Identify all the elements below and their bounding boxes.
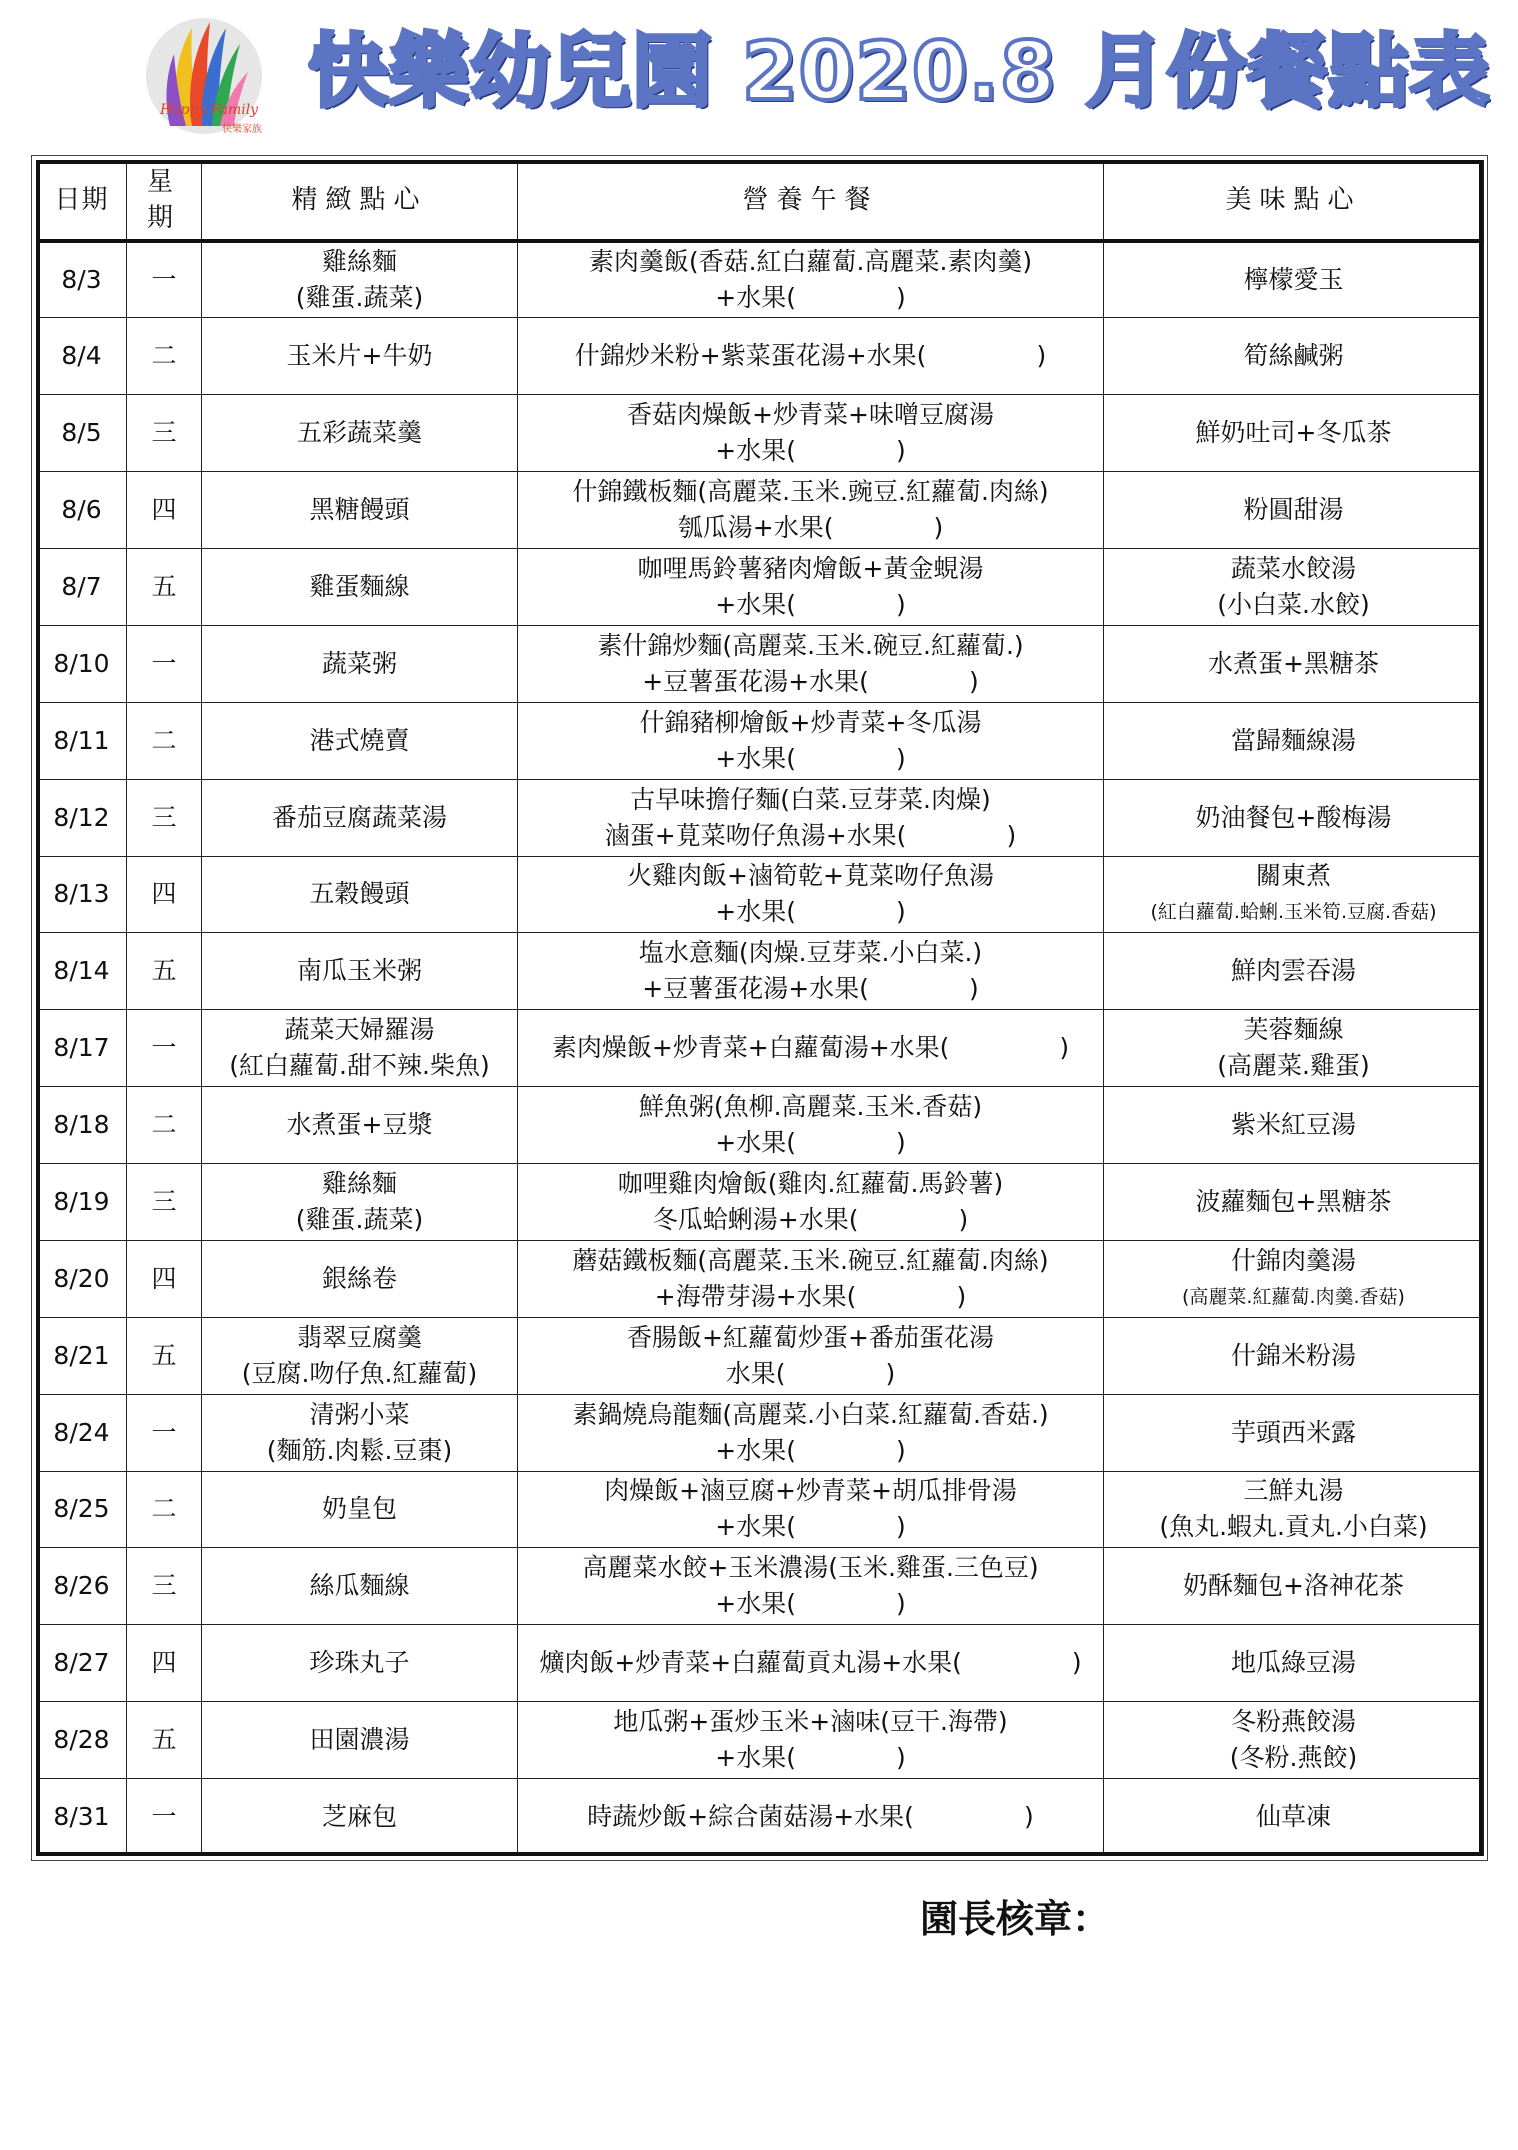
lunch-text-close: ) (895, 1743, 906, 1773)
morning-snack-line: 翡翠豆腐羹 (296, 1322, 422, 1352)
morning-snack-line: (雞蛋.蔬菜) (295, 1204, 424, 1234)
morning-snack-line: (麵筋.肉鬆.豆棗) (266, 1435, 453, 1465)
lunch-text: 滷蛋+莧菜吻仔魚湯+水果( (604, 820, 907, 850)
lunch-text-close: ) (895, 589, 906, 619)
afternoon-snack-line: 蔬菜水餃湯 (1230, 553, 1356, 583)
lunch-text-close: ) (956, 1281, 967, 1311)
header-morning-snack: 精緻點心 (202, 161, 518, 242)
morning-snack-line: (紅白蘿蔔.甜不辣.柴魚) (229, 1051, 490, 1081)
date-cell: 8/5 (37, 395, 127, 472)
lunch-text-close: ) (968, 974, 979, 1004)
lunch-text-close: ) (895, 1435, 906, 1465)
date-cell: 8/11 (37, 702, 127, 779)
lunch-line: 咖哩馬鈴薯豬肉燴飯+黃金蜆湯 (637, 553, 984, 583)
morning-snack-line: 銀絲卷 (321, 1263, 397, 1293)
table-inner-frame (36, 160, 1483, 1856)
lunch-text: +水果( (715, 436, 796, 466)
afternoon-snack-line: 波蘿麵包+黑糖茶 (1195, 1186, 1392, 1216)
lunch-text-close: ) (968, 666, 979, 696)
logo-text: Happy Family (160, 102, 259, 118)
afternoon-snack-line: 地瓜綠豆湯 (1230, 1648, 1356, 1678)
weekday-cell: 一 (127, 625, 202, 702)
date-cell: 8/6 (37, 472, 127, 549)
date-cell: 8/25 (37, 1471, 127, 1548)
weekday-cell: 四 (127, 472, 202, 549)
lunch-text: +水果( (715, 1435, 796, 1465)
lunch-text: +水果( (715, 283, 796, 313)
afternoon-snack-line: 三鮮丸湯 (1243, 1476, 1344, 1506)
lunch-line: 蘑菇鐵板麵(高麗菜.玉米.碗豆.紅蘿蔔.肉絲) (572, 1245, 1049, 1275)
weekday-cell: 四 (127, 1240, 202, 1317)
weekday-cell: 二 (127, 1087, 202, 1164)
lunch-line: 什錦豬柳燴飯+炒青菜+冬瓜湯 (639, 707, 982, 737)
date-cell: 8/20 (37, 1240, 127, 1317)
weekday-cell: 一 (127, 1394, 202, 1471)
morning-snack-line: 五穀饅頭 (309, 879, 410, 909)
date-cell: 8/13 (37, 856, 127, 933)
header-date: 日期 (37, 161, 127, 242)
morning-snack-line: 玉米片+牛奶 (286, 341, 433, 371)
kindergarten-logo (140, 14, 310, 144)
morning-snack-line: (雞蛋.蔬菜) (295, 283, 424, 313)
afternoon-snack-line: 芋頭西米露 (1230, 1417, 1356, 1447)
weekday-cell: 二 (127, 702, 202, 779)
lunch-text: 瓠瓜湯+水果( (677, 513, 834, 543)
lunch-text-close: ) (895, 1512, 906, 1542)
lunch-text-close: ) (895, 897, 906, 927)
lunch-text-close: ) (1006, 820, 1017, 850)
date-cell: 8/26 (37, 1548, 127, 1625)
lunch-line: 鮮魚粥(魚柳.高麗菜.玉米.香菇) (638, 1092, 983, 1122)
afternoon-snack-line: 仙草凍 (1255, 1802, 1331, 1831)
header-weekday-line1: 星 (146, 167, 181, 197)
weekday-cell: 一 (127, 241, 202, 318)
afternoon-snack-line: 關東煮 (1255, 861, 1331, 891)
date-cell: 8/24 (37, 1394, 127, 1471)
lunch-text-close: ) (1036, 341, 1047, 371)
morning-snack-line: 奶皇包 (321, 1494, 397, 1524)
lunch-line: 古早味擔仔麵(白菜.豆芽菜.肉燥) (630, 784, 991, 814)
lunch-line: 地瓜粥+蛋炒玉米+滷味(豆干.海帶) (613, 1707, 1008, 1737)
morning-snack-line: (豆腐.吻仔魚.紅蘿蔔) (241, 1358, 478, 1388)
morning-snack-line: 番茄豆腐蔬菜湯 (271, 802, 447, 832)
morning-snack-line: 蔬菜粥 (321, 648, 397, 678)
lunch-line: 咖哩雞肉燴飯(雞肉.紅蘿蔔.馬鈴薯) (617, 1168, 1004, 1198)
date-cell: 8/12 (37, 779, 127, 856)
logo-subtext: 快樂家族 (222, 124, 262, 135)
afternoon-snack-line: 冬粉燕餃湯 (1230, 1707, 1356, 1737)
lunch-line: 什錦鐵板麵(高麗菜.玉米.豌豆.紅蘿蔔.肉絲) (572, 477, 1049, 507)
afternoon-snack-line: 粉圓甜湯 (1243, 495, 1344, 525)
lunch-text: 時蔬炒飯+綜合菌菇湯+水果( (587, 1802, 914, 1831)
date-cell: 8/14 (37, 933, 127, 1010)
lunch-text-close: ) (933, 513, 944, 543)
weekday-cell: 一 (127, 1779, 202, 1856)
lunch-line: 高麗菜水餃+玉米濃湯(玉米.雞蛋.三色豆) (582, 1553, 1039, 1583)
lunch-text-close: ) (958, 1204, 969, 1234)
lunch-text: +水果( (715, 897, 796, 927)
page-title: 快樂幼兒園 2020.8 月份餐點表 (308, 25, 1491, 118)
date-cell: 8/31 (37, 1779, 127, 1856)
date-cell: 8/18 (37, 1087, 127, 1164)
afternoon-snack-line: 奶酥麵包+洛神花茶 (1183, 1571, 1404, 1601)
lunch-text-close: ) (895, 1589, 906, 1619)
afternoon-snack-line: (冬粉.燕餃) (1229, 1743, 1358, 1773)
lunch-text: +水果( (715, 1512, 796, 1542)
afternoon-snack-line: 檸檬愛玉 (1243, 265, 1344, 295)
weekday-cell: 三 (127, 1164, 202, 1241)
weekday-cell: 一 (127, 1010, 202, 1087)
lunch-text-close: ) (895, 743, 906, 773)
lunch-text: +水果( (715, 1128, 796, 1158)
afternoon-snack-line: 鮮奶吐司+冬瓜茶 (1195, 418, 1392, 448)
lunch-text-close: ) (895, 1128, 906, 1158)
date-cell: 8/4 (37, 318, 127, 395)
weekday-cell: 五 (127, 1702, 202, 1779)
afternoon-snack-line: (魚丸.蝦丸.貢丸.小白菜) (1159, 1512, 1428, 1542)
lunch-text: 素肉燥飯+炒青菜+白蘿蔔湯+水果( (551, 1033, 950, 1063)
lunch-text: +水果( (715, 589, 796, 619)
lunch-text-close: ) (1071, 1648, 1082, 1678)
lunch-text: 什錦炒米粉+紫菜蛋花湯+水果( (574, 341, 927, 371)
lunch-text: +豆薯蛋花湯+水果( (642, 666, 869, 696)
afternoon-snack-line: 什錦米粉湯 (1230, 1340, 1356, 1370)
header-lunch: 營養午餐 (518, 161, 1104, 242)
morning-snack-line: 雞絲麵 (321, 247, 397, 277)
lunch-text-close: ) (895, 283, 906, 313)
date-cell: 8/17 (37, 1010, 127, 1087)
date-cell: 8/27 (37, 1625, 127, 1702)
afternoon-snack-line: 紫米紅豆湯 (1230, 1110, 1356, 1140)
lunch-line: 肉燥飯+滷豆腐+炒青菜+胡瓜排骨湯 (604, 1476, 1017, 1506)
morning-snack-line: 水煮蛋+豆漿 (286, 1110, 433, 1140)
weekday-cell: 五 (127, 549, 202, 626)
weekday-cell: 二 (127, 1471, 202, 1548)
weekday-cell: 五 (127, 933, 202, 1010)
date-cell: 8/7 (37, 549, 127, 626)
afternoon-snack-line: (小白菜.水餃) (1217, 589, 1370, 619)
morning-snack-line: 雞絲麵 (321, 1168, 397, 1198)
weekday-cell: 三 (127, 1548, 202, 1625)
lunch-text-close: ) (1059, 1033, 1070, 1063)
header-afternoon-snack: 美味點心 (1104, 161, 1484, 242)
header-weekday-line2: 期 (146, 203, 181, 233)
lunch-line: 塩水意麵(肉燥.豆芽菜.小白菜.) (638, 938, 983, 968)
weekday-cell: 四 (127, 856, 202, 933)
afternoon-snack-line: 芙蓉麵線 (1243, 1015, 1344, 1045)
afternoon-snack-line: 鮮肉雲吞湯 (1230, 956, 1356, 986)
afternoon-snack-line: (高麗菜.紅蘿蔔.肉羹.香菇) (1182, 1285, 1405, 1308)
lunch-line: 香腸飯+紅蘿蔔炒蛋+番茄蛋花湯 (627, 1322, 994, 1352)
lunch-text: +海帶芽湯+水果( (654, 1281, 857, 1311)
weekday-cell: 五 (127, 1317, 202, 1394)
lunch-line: 素什錦炒麵(高麗菜.玉米.碗豆.紅蘿蔔.) (597, 630, 1024, 660)
date-cell: 8/28 (37, 1702, 127, 1779)
principal-approval-label: 園長核章： (920, 1897, 1111, 1941)
lunch-text: +豆薯蛋花湯+水果( (642, 974, 869, 1004)
lunch-line: 火雞肉飯+滷筍乾+莧菜吻仔魚湯 (627, 861, 994, 891)
lunch-text: +水果( (715, 1743, 796, 1773)
weekday-cell: 二 (127, 318, 202, 395)
lunch-text: 爌肉飯+炒青菜+白蘿蔔貢丸湯+水果( (539, 1648, 962, 1678)
morning-snack-line: 清粥小菜 (309, 1399, 410, 1429)
morning-snack-line: 南瓜玉米粥 (296, 956, 422, 986)
weekday-cell: 四 (127, 1625, 202, 1702)
morning-snack-line: 黑糖饅頭 (309, 495, 410, 525)
weekday-cell: 三 (127, 395, 202, 472)
lunch-text-close: ) (1023, 1802, 1034, 1831)
lunch-line: 素鍋燒烏龍麵(高麗菜.小白菜.紅蘿蔔.香菇.) (572, 1399, 1049, 1429)
afternoon-snack-line: 什錦肉羹湯 (1230, 1245, 1356, 1275)
morning-snack-line: 芝麻包 (321, 1802, 397, 1831)
lunch-text-close: ) (885, 1358, 896, 1388)
afternoon-snack-line: 當歸麵線湯 (1230, 725, 1356, 755)
afternoon-snack-line: 筍絲鹹粥 (1243, 341, 1344, 371)
lunch-text-close: ) (895, 436, 906, 466)
lunch-text: +水果( (715, 1589, 796, 1619)
lunch-text: +水果( (715, 743, 796, 773)
morning-snack-line: 港式燒賣 (309, 725, 410, 755)
date-cell: 8/3 (37, 241, 127, 318)
lunch-text: 水果( (725, 1358, 786, 1388)
date-cell: 8/19 (37, 1164, 127, 1241)
lunch-line: 香菇肉燥飯+炒青菜+味噌豆腐湯 (627, 400, 994, 430)
afternoon-snack-line: (高麗菜.雞蛋) (1217, 1051, 1370, 1081)
morning-snack-line: 雞蛋麵線 (309, 571, 410, 601)
date-cell: 8/10 (37, 625, 127, 702)
date-cell: 8/21 (37, 1317, 127, 1394)
morning-snack-line: 絲瓜麵線 (309, 1571, 410, 1601)
afternoon-snack-line: 水煮蛋+黑糖茶 (1208, 648, 1379, 678)
morning-snack-line: 珍珠丸子 (309, 1648, 410, 1678)
afternoon-snack-line: 奶油餐包+酸梅湯 (1195, 802, 1392, 832)
afternoon-snack-line: (紅白蘿蔔.蛤蜊.玉米筍.豆腐.香菇) (1150, 901, 1437, 924)
lunch-line: 素肉羹飯(香菇.紅白蘿蔔.高麗菜.素肉羹) (588, 247, 1033, 277)
morning-snack-line: 五彩蔬菜羹 (296, 418, 422, 448)
morning-snack-line: 田園濃湯 (309, 1725, 410, 1755)
morning-snack-line: 蔬菜天婦羅湯 (284, 1015, 435, 1045)
lunch-text: 冬瓜蛤蜊湯+水果( (652, 1204, 859, 1234)
weekday-cell: 三 (127, 779, 202, 856)
